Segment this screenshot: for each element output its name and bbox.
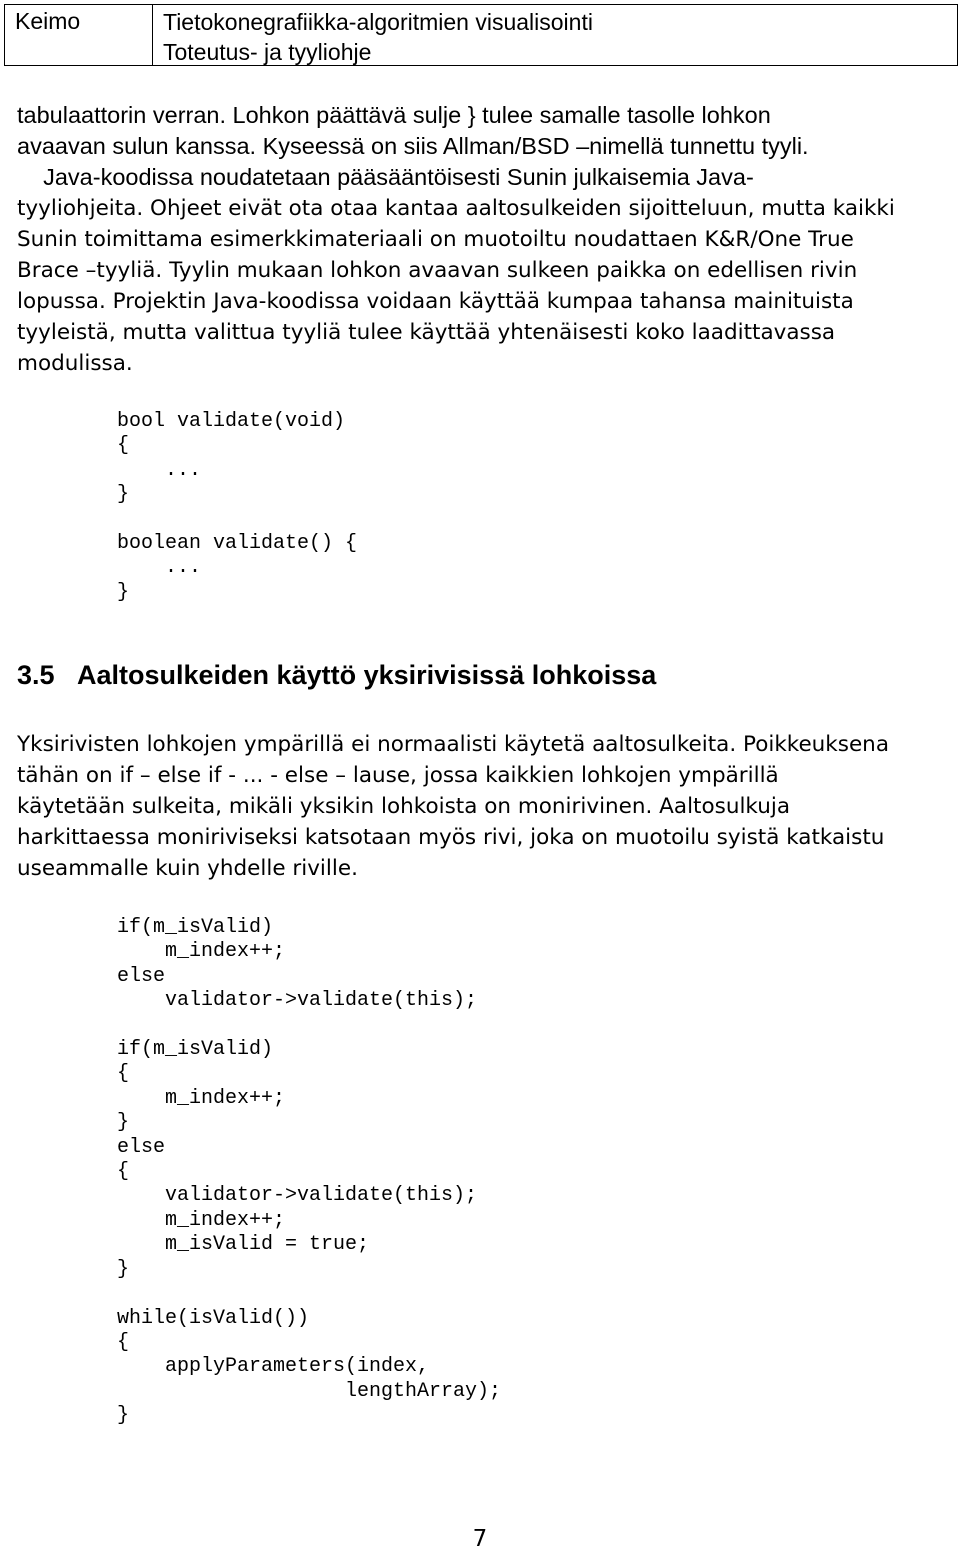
body-line: tabulaattorin verran. Lohkon päättävä sulje } tulee samalle tasolle lohkon xyxy=(17,102,771,128)
section-line: tähän on if – else if - ... - else – lause, jossa kaikkien lohkojen ympärillä xyxy=(17,763,779,788)
header-title-cell xyxy=(153,5,957,65)
section-heading xyxy=(17,658,656,692)
body-line: Brace –tyyliä. Tyylin mukaan lohkon avaavan sulkeen paikka on edellisen rivin xyxy=(17,258,858,283)
body-line: modulissa. xyxy=(17,351,133,376)
section-title: Aaltosulkeiden käyttö yksirivisissä lohkoissa xyxy=(77,660,657,690)
header-author-cell xyxy=(5,5,153,65)
section-number: 3.5 xyxy=(17,660,55,690)
body-line: tyyleistä, mutta valittua tyyliä tulee käyttää yhtenäisesti koko laadittavassa xyxy=(17,320,836,345)
body-line: tyyliohjeita. Ohjeet eivät ota otaa kantaa aaltosulkeiden sijoitteluun, mutta kaikki xyxy=(17,196,895,221)
section-line: harkittaessa moniriviseksi katsotaan myös rivi, joka on muotoilu syistä katkaistu xyxy=(17,825,885,850)
header-title: Tietokonegrafiikka-algoritmien visualisointi xyxy=(163,9,593,35)
header-subtitle: Toteutus- ja tyyliohje xyxy=(163,39,372,65)
body-line: lopussa. Projektin Java-koodissa voidaan käyttää kumpaa tahansa mainituista xyxy=(17,289,854,314)
section-line: käytetään sulkeita, mikäli yksikin lohkoista on monirivinen. Aaltosulkuja xyxy=(17,794,790,819)
body-line: Sunin toimittama esimerkkimateriaali on muotoiltu noudattaen K&R/One True xyxy=(17,227,854,252)
page-number: 7 xyxy=(472,1526,488,1552)
section-line: Yksirivisten lohkojen ympärillä ei normaalisti käytetä aaltosulkeita. Poikkeuksena xyxy=(17,732,889,757)
section-line: useammalle kuin yhdelle riville. xyxy=(17,856,358,881)
page-header xyxy=(4,4,958,66)
header-author: Keimo xyxy=(15,8,81,34)
code-block-single-line: if(m_isValid) m_index++; else validator->validate(this); if(m_isValid) { m_index++; } else { validator->validate(this); m_index++; m_isValid = true; } while(isValid()) { applyParameters(index, lengthArray); } xyxy=(117,916,502,1428)
body-line: avaavan sulun kanssa. Kyseessä on siis Allman/BSD –nimellä tunnettu tyyli. xyxy=(17,133,809,159)
code-block-braces: bool validate(void) { ... } boolean validate() { ... } xyxy=(117,410,358,604)
body-line: Java-koodissa noudatetaan pääsääntöisesti Sunin julkaisemia Java- xyxy=(17,164,754,190)
